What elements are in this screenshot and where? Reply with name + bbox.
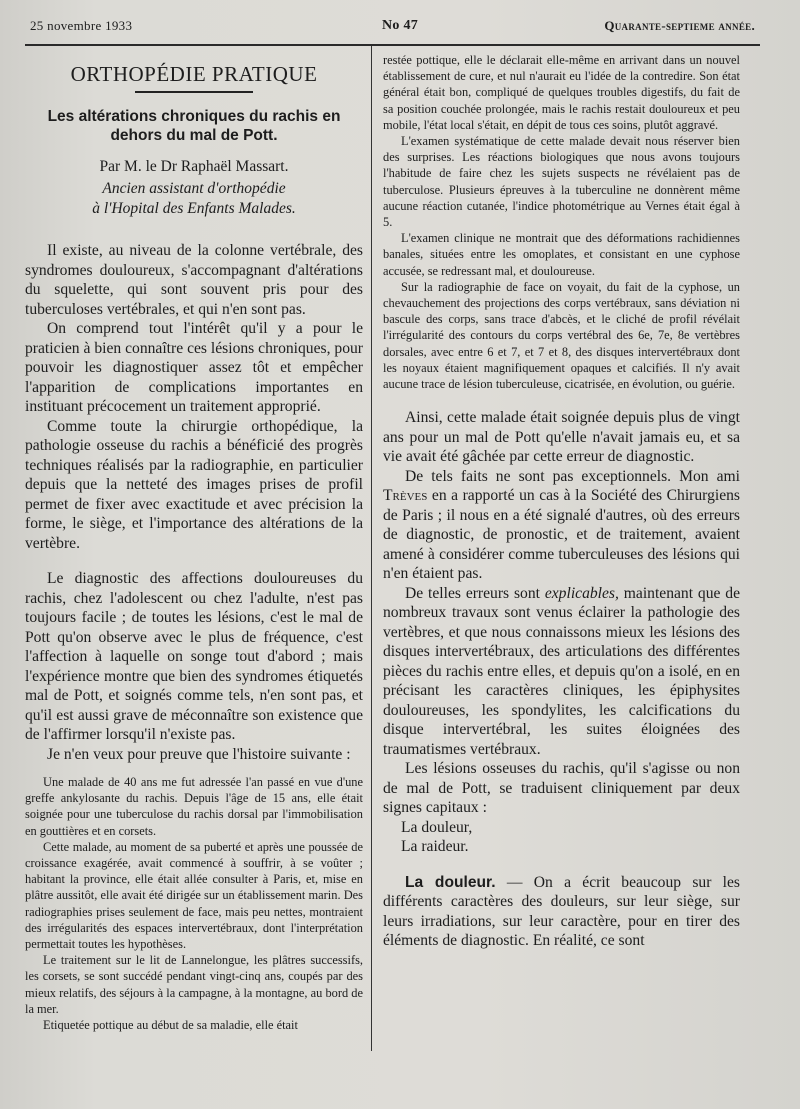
left-column [25, 56, 363, 1033]
list-item: La douleur, [401, 818, 473, 836]
issue-year: Quarante-septieme année. [604, 18, 755, 33]
right-column [383, 52, 740, 951]
case-history-continued [383, 52, 740, 392]
title-rule [135, 91, 253, 93]
header-rule [25, 44, 760, 46]
text-run: — On a écrit beaucoup sur les différents caractères des douleurs, sur leur siège, sur leurs irradiations, sur leur caractère, pour en tirer des éléments de diagnostic. En réalité, ce sont [383, 873, 740, 950]
subheading: La douleur. [405, 873, 496, 891]
article-title: Les altérations chroniques du rachis en dehors du mal de Pott. [47, 108, 341, 144]
paragraph: Ainsi, cette malade était soignée depuis plus de vingt ans pour un mal de Pott qu'elle n'avait jamais eu, et sa vie avait été gâchée par cette erreur de diagnostic. [383, 409, 740, 466]
case-paragraph: L'examen clinique ne montrait que des déformations rachidiennes banales, situées entre les omoplates, et consistant en une cyphose accusée, se redressant mal, et douloureuse. [383, 231, 740, 278]
text-run: en a rapporté un cas à la Société des Chirurgiens de Paris ; il nous en a été signalé d'autres, où des erreurs de diagnostic, de pronostic, et de traitement, avaient amené à considérer comme tuberculeuses des lésions qui n'en étaient pas. [383, 487, 740, 583]
paragraph [383, 467, 740, 584]
author-name: Trèves [383, 487, 428, 505]
paragraph: Je n'en veux pour preuve que l'histoire suivante : [47, 745, 351, 763]
paragraph [383, 873, 740, 951]
body-text [383, 408, 740, 951]
column-divider [371, 46, 372, 1051]
case-paragraph: Etiquetée pottique au début de sa maladie, elle était [43, 1018, 298, 1033]
paragraph [383, 584, 740, 760]
paragraph: On comprend tout l'intérêt qu'il y a pour le praticien à bien connaître ces lésions chroniques, pour pouvoir les diagnostiquer assez tôt et empêcher l'apparition de complications importantes en instituant précocement un traitement approprié. [25, 320, 363, 415]
author-affiliation-2: à l'Hopital des Enfants Malades. [92, 200, 296, 217]
case-paragraph: Le traitement sur le lit de Lannelongue, les plâtres successifs, les corsets, se sont succédé pendant vingt-cinq ans, coupés par des mieux relatifs, des séjours à la campagne, à la montagne, au bord de la mer. [25, 953, 363, 1016]
author-affiliation-1: Ancien assistant d'orthopédie [102, 180, 286, 197]
text-run: maintenant que de nombreux travaux sont venus éclairer la pathologie des vertèbres, et que nous connaissons mieux les lésions des disques intervertébraux, des articulations des différentes pièces du rachis entre elles, et depuis qu'on a isolé, en en précisant les caractères cliniques, les épiphysites douloureuses, les spondylites, les calcifications du disque intervertébral, les suites éloignées des traumatismes vertébraux. [383, 584, 741, 758]
intro-text [25, 241, 363, 764]
paragraph: Les lésions osseuses du rachis, qu'il s'agisse ou non de mal de Pott, se traduisent cliniquement par deux signes capitaux : [383, 760, 740, 817]
page-header [30, 18, 755, 40]
case-paragraph: L'examen systématique de cette malade devait nous réserver bien des surprises. Les réactions biologiques que nous avons toujours l'habitude de faire chez les sujets suspects ne révélaient pas de tuberculose. Plusieurs épreuves à la tuberculine ne donnèrent même aucune réaction cutanée, l'indice photométrique au Vernes était égal à 5. [383, 134, 740, 230]
case-history [25, 774, 363, 1033]
case-paragraph: Une malade de 40 ans me fut adressée l'an passé en vue d'une greffe ankylosante du rachis. Depuis l'âge de 15 ans, elle était soignée pour une tuberculose du rachis dorsal par l'immobilisation en gouttières et en corsets. [25, 775, 363, 838]
paragraph: Le diagnostic des affections douloureuses du rachis, chez l'adolescent ou chez l'adulte, n'est pas toujours facile ; de toutes les lésions, c'est le mal de Pott qu'on observe avec le plus de fréquence, c'est l'affection à laquelle on songe tout d'abord ; mais l'expérience montre que bien des syndromes étiquetés mal de Pott, et soignés comme tels, n'en sont pas, et qu'il est aussi grave de méconnaître son existence que de l'affirmer lorsqu'il n'existe pas. [25, 570, 363, 743]
text-run: De telles erreurs sont [405, 584, 540, 602]
emphasis: explicables, [544, 584, 619, 602]
paragraph: Comme toute la chirurgie orthopédique, la pathologie osseuse du rachis a bénéficié des progrès techniques réalisés par la radiographie, en particulier depuis que la netteté des images prises de profil permet de fixer avec exactitude et avec précision la forme, le siège, et l'importance des altérations de la vertèbre. [25, 417, 363, 552]
text-run: De tels faits ne sont pas exceptionnels. Mon ami [405, 467, 740, 485]
case-paragraph: Cette malade, au moment de sa puberté et après une poussée de croissance exagérée, avait commencé à souffrir, à se voûter ; habitant la province, elle était allée consulter à Paris, et, mise en plâtre aussitôt, elle avait été dirigée sur un établissement marin. Des radiographies prises seulement de face, mais peu nettes, montraient des irrégularités des espaces intervertébraux, dont l'interprétation permettait toutes les hypothèses. [25, 839, 363, 952]
case-paragraph: restée pottique, elle le déclarait elle-même en arrivant dans un nouvel établissement de cure, et nul n'aurait eu l'idée de la contredire. Son état général était bon, compliqué de quelques troubles digestifs, du fait de sa position couchée prolongée, mais le rachis restait douloureux et peu mobile, l'état local s'était, en dépit de tous ces soins, plutôt aggravé. [383, 53, 740, 132]
section-title: ORTHOPÉDIE PRATIQUE [70, 62, 318, 86]
issue-date: 25 novembre 1933 [30, 18, 133, 33]
case-paragraph: Sur la radiographie de face on voyait, du fait de la cyphose, un chevauchement des projections des corps vertébraux, sans déviation ni bascule des corps, sans trace d'abcès, et le cliché de profil révélait l'irrégularité des contours du corps vertébral des 6e, 7e, 8e vertèbres dorsales, avec entre 6 et 7, et 7 et 8, des disques intervertébraux dont les noyaux étaient magnifiquement opaques et calcifiés. Il n'y avait aucune trace de lésion tuberculeuse, cicatrisée, en évolution, ou guérie. [383, 279, 740, 392]
author-byline: Par M. le Dr Raphaël Massart. [99, 158, 289, 175]
paragraph: Il existe, au niveau de la colonne vertébrale, des syndromes douloureux, s'accompagnant d'altérations du squelette, qui sont souvent pris pour des tuberculoses vertébrales, et qui n'en sont pas. [25, 242, 363, 318]
list-item: La raideur. [401, 838, 469, 856]
issue-number: No 47 [382, 18, 419, 33]
